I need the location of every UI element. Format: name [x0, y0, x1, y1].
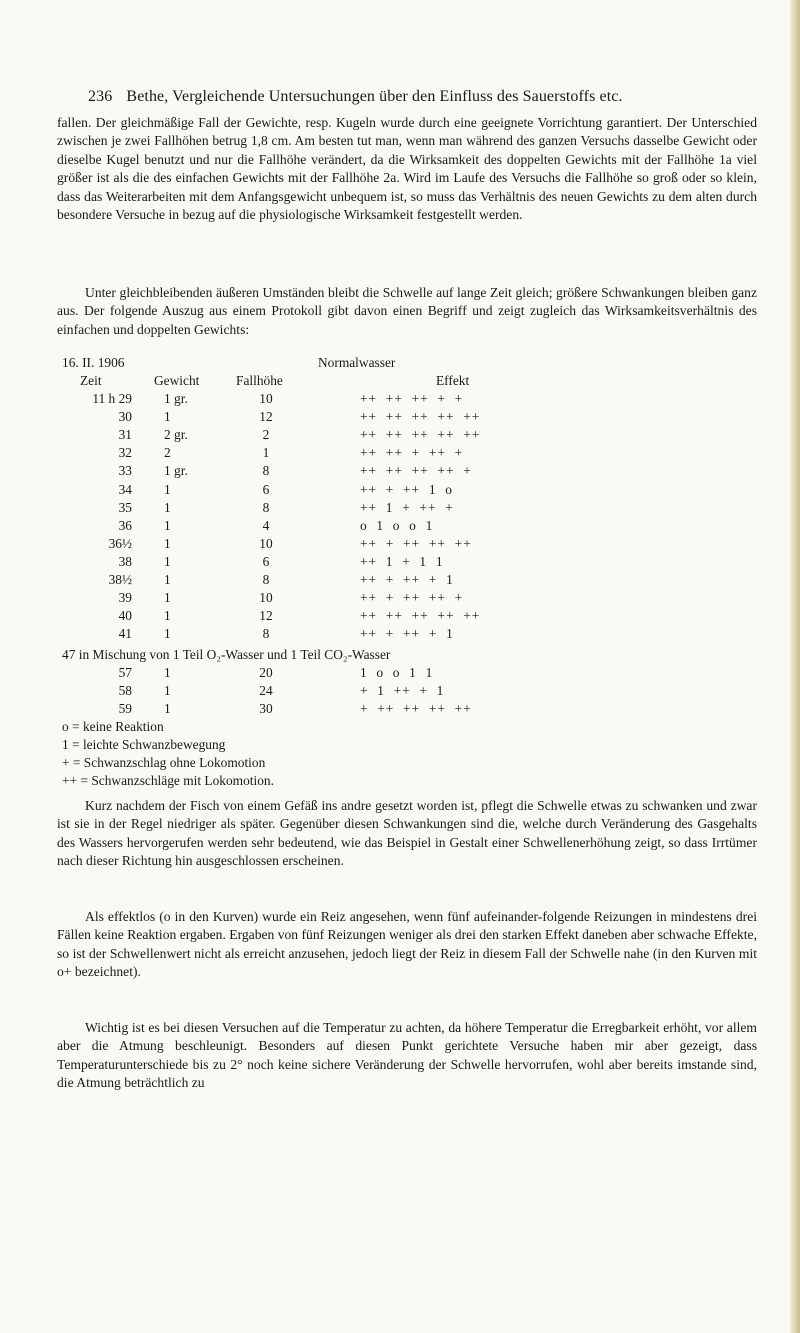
row-weight: 2 gr.: [164, 427, 188, 443]
row-height: 8: [262, 626, 270, 642]
row-time: 11 h 29: [92, 391, 132, 406]
row-time: 33: [118, 463, 132, 479]
row-height: 8: [262, 572, 270, 587]
row-effect: ++ ++ ++ + +: [360, 391, 464, 406]
row-weight: 1: [164, 572, 171, 587]
header-effect: Effekt: [436, 373, 470, 388]
running-title: Bethe, Vergleichende Untersuchungen über den Einfluss des Sauerstoffs etc.: [126, 88, 623, 105]
row-effect: ++ ++ ++ ++ +: [360, 463, 472, 479]
legend-item: 1 = leichte Schwanzbewegung: [62, 737, 226, 752]
page-edge-shadow: [790, 0, 800, 1333]
row-time: 38: [118, 553, 132, 569]
row-effect: ++ ++ ++ ++ ++: [360, 608, 481, 624]
header-weight: Gewicht: [154, 373, 200, 388]
row-time: 31: [118, 427, 132, 443]
row-time: 34: [118, 481, 132, 497]
row-time: 35: [118, 499, 132, 515]
page-number: 236: [88, 88, 113, 105]
row-effect: 1 o o 1 1: [360, 665, 434, 680]
row-time: 41: [118, 626, 132, 642]
row-height: 10: [259, 391, 273, 406]
row-time: 36½: [108, 535, 132, 551]
row-effect: ++ 1 + ++ +: [360, 499, 454, 515]
row-effect: ++ ++ ++ ++ ++: [360, 427, 481, 443]
legend-item: + = Schwanzschlag ohne Lokomotion: [62, 755, 266, 770]
row-height: 8: [262, 463, 270, 479]
row-weight: 1: [164, 590, 171, 606]
row-effect: ++ + ++ + 1: [360, 572, 454, 587]
mixture-note: 47 in Mischung von 1 Teil O₂-Wasser und 1 Teil CO₂-Wasser: [62, 647, 391, 662]
row-time: 58: [118, 683, 132, 698]
paragraph-1: fallen. Der gleichmäßige Fall der Gewichte, resp. Kugeln wurde durch eine geeignete Vorrichtung garantiert. Der Unterschied zwischen je zwei Fallhöhen betrug 1,8 cm. Am besten tut man, wenn man während des ganzen Versuchs dasselbe Gewicht oder dieselbe Kugel benutzt und nur die Fallhöhe verändert, da die Wirksamkeit des doppelten Gewichts mit der Fallhöhe 1a viel größer ist als die des einfachen Gewichts mit der Fallhöhe 2a. Wird im Laufe des Versuchs die Fallhöhe so groß oder so klein, dass das Weiterarbeiten mit dem Anfangsgewicht unbequem ist, so muss das Verhältnis des neuen Gewichts zu dem alten durch besondere Versuche in bezug auf die physiologische Wirksamkeit festgestellt werden.: [57, 115, 757, 223]
paragraph-4: Als effektlos (o in den Kurven) wurde ein Reiz angesehen, wenn fünf aufeinander-folgende Reizungen in mindestens drei Fällen keine Reaktion ergaben. Ergaben von fünf Reizungen weniger als drei den starken Effekt daneben aber schwache Effekte, so ist der Schwellenwert nicht als erreicht anzusehen, jedoch liegt der Reiz in diesem Fall der Schwelle nahe (in den Kurven mit o+ bezeichnet).: [57, 909, 757, 980]
row-height: 6: [262, 481, 270, 497]
row-effect: ++ 1 + 1 1: [360, 553, 444, 569]
row-weight: 1: [164, 535, 171, 551]
row-height: 1: [262, 445, 270, 461]
row-effect: ++ + ++ + 1: [360, 626, 454, 642]
header-height: Fallhöhe: [236, 373, 283, 388]
row-weight: 2: [164, 445, 171, 461]
table-date: 16. II. 1906: [62, 355, 125, 370]
row-weight: 1: [164, 481, 171, 497]
row-time: 30: [118, 409, 132, 425]
row-weight: 1: [164, 499, 171, 515]
row-weight: 1: [164, 517, 171, 533]
row-height: 6: [262, 553, 270, 569]
row-weight: 1: [164, 626, 171, 642]
row-effect: ++ + ++ 1 o: [360, 481, 453, 497]
paragraph-5: Wichtig ist es bei diesen Versuchen auf die Temperatur zu achten, da höhere Temperatur die Erregbarkeit erhöht, vor allem aber die Atmung beschleunigt. Besonders auf diesen Punkt gerichtete Versuche haben mir aber gezeigt, dass Temperaturunterschiede bis zu 2° noch keine sichere Veränderung der Schwelle hervorrufen, wohl aber bereits imstande sind, die Atmung beträchtlich zu: [57, 1020, 757, 1091]
row-time: 38½: [108, 572, 132, 587]
row-time: 40: [118, 608, 132, 624]
row-effect: + ++ ++ ++ ++: [360, 701, 472, 716]
row-weight: 1: [164, 608, 171, 624]
paragraph-3: Kurz nachdem der Fisch von einem Gefäß ins andre gesetzt worden ist, pflegt die Schwelle etwas zu schwanken und zwar ist sie in der Regel niedriger als später. Gegenüber diesen Schwankungen sind die, welche durch Veränderung des Gasgehalts des Wassers hervorgerufen werden sehr bedeutend, wie das Beispiel in Gestalt einer Schwellenerhöhung zeigt, so dass Irrtümer nach dieser Richtung hin ausgeschlossen erscheinen.: [57, 798, 757, 869]
row-weight: 1 gr.: [164, 391, 188, 406]
row-effect: + 1 ++ + 1: [360, 683, 445, 698]
row-height: 10: [259, 535, 273, 551]
row-time: 59: [118, 701, 132, 716]
row-weight: 1: [164, 701, 171, 716]
row-effect: o 1 o o 1: [360, 517, 434, 533]
row-weight: 1: [164, 553, 171, 569]
row-height: 24: [259, 683, 273, 698]
row-time: 36: [118, 517, 132, 533]
running-header: [88, 88, 743, 106]
row-weight: 1: [164, 409, 171, 425]
row-height: 2: [262, 427, 270, 443]
row-height: 12: [259, 608, 273, 624]
legend-item: ++ = Schwanzschläge mit Lokomotion.: [62, 773, 274, 788]
row-height: 12: [259, 409, 273, 425]
row-effect: ++ ++ ++ ++ ++: [360, 409, 481, 425]
row-time: 57: [118, 665, 132, 680]
row-weight: 1 gr.: [164, 463, 188, 479]
row-effect: ++ ++ + ++ +: [360, 445, 464, 461]
row-height: 20: [259, 665, 273, 680]
row-height: 8: [262, 499, 270, 515]
row-height: 30: [259, 701, 273, 716]
row-time: 32: [118, 445, 132, 461]
row-effect: ++ + ++ ++ ++: [360, 535, 472, 551]
legend-item: o = keine Reaktion: [62, 719, 164, 734]
row-height: 10: [259, 590, 273, 606]
row-time: 39: [118, 590, 132, 606]
header-time: Zeit: [80, 373, 102, 388]
row-effect: ++ + ++ ++ +: [360, 590, 464, 606]
row-height: 4: [262, 517, 270, 533]
row-weight: 1: [164, 683, 171, 698]
table-water-type: Normalwasser: [318, 355, 396, 370]
paragraph-2: Unter gleichbleibenden äußeren Umständen bleibt die Schwelle auf lange Zeit gleich; größere Schwankungen bleiben ganz aus. Der folgende Auszug aus einem Protokoll gibt davon einen Begriff und zeigt zugleich das Wirksamkeitsverhältnis des einfachen und doppelten Gewichts:: [57, 285, 757, 337]
row-weight: 1: [164, 665, 171, 680]
